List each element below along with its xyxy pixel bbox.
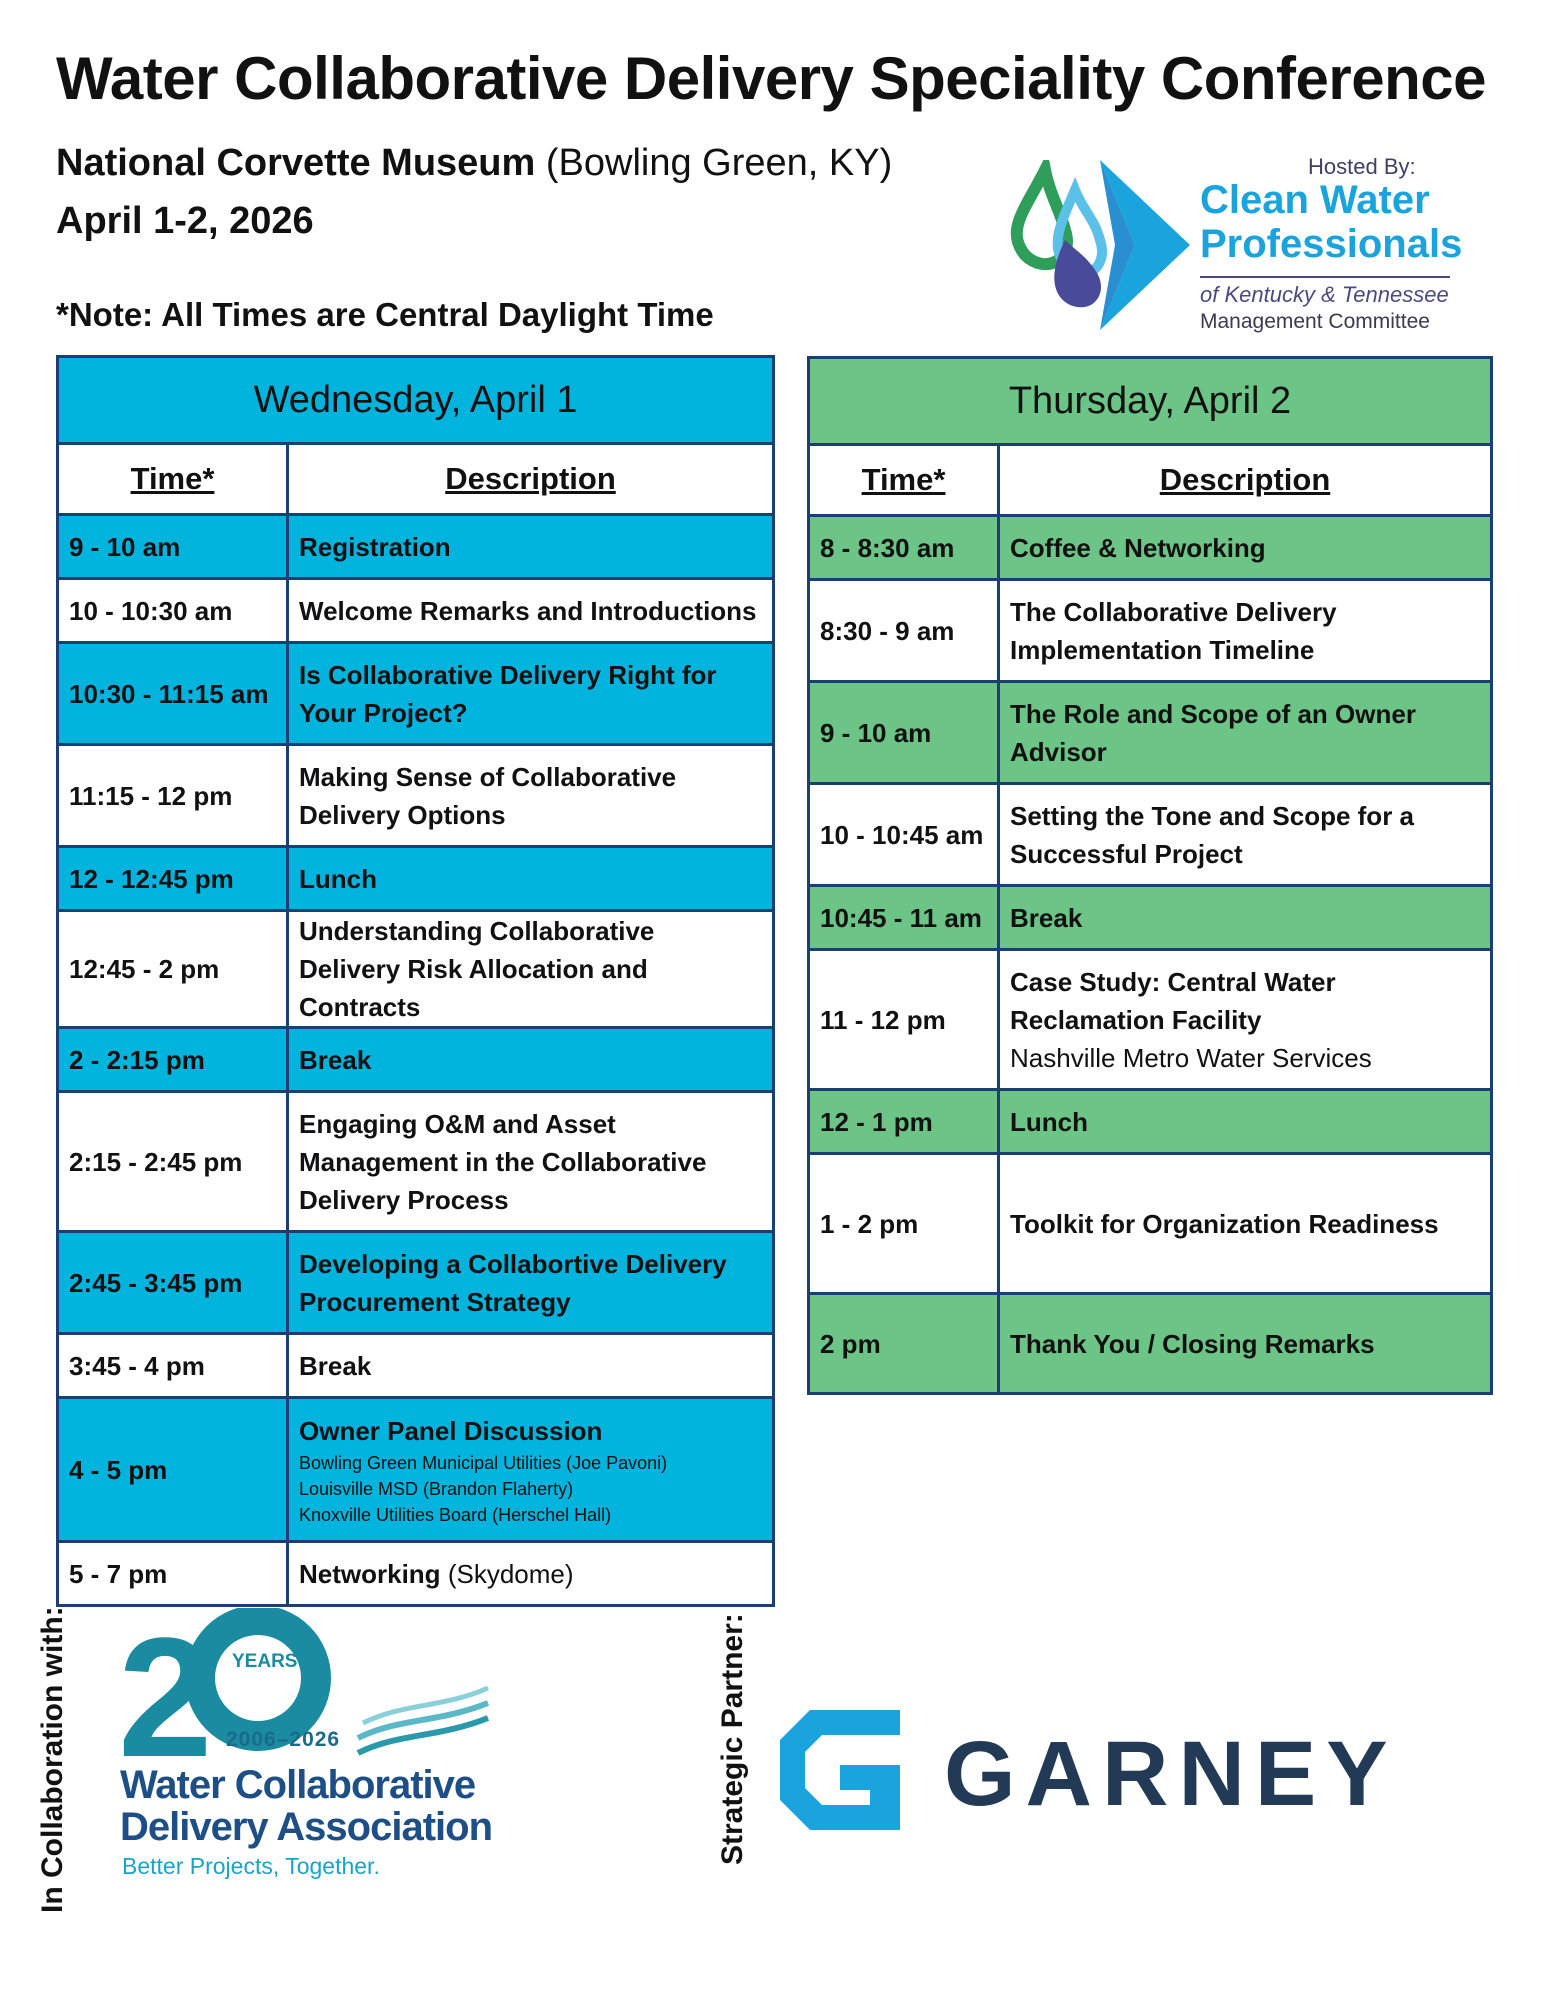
session-time: 8:30 - 9 am [809,580,999,682]
session-time: 4 - 5 pm [58,1398,288,1542]
wcda-year-range: 2006–2026 [226,1728,341,1751]
thursday-time-header: Time* [809,445,999,516]
session-time: 10:30 - 11:15 am [58,643,288,745]
event-dates: April 1-2, 2026 [56,200,314,242]
table-row [809,1154,1492,1294]
table-row [58,1398,774,1542]
host-name-line1: Clean Water [1200,178,1430,222]
host-name-line2: Professionals [1200,222,1463,266]
session-description: Registration [288,515,774,579]
session-description: Welcome Remarks and Introductions [288,579,774,643]
session-time: 11 - 12 pm [809,950,999,1090]
table-row [58,911,774,1028]
session-description: Break [288,1334,774,1398]
session-description: Setting the Tone and Scope for a Successful Project [999,784,1492,886]
panelist: Louisville MSD (Brandon Flaherty) [299,1478,574,1499]
session-time: 2 - 2:15 pm [58,1028,288,1092]
table-row [58,1092,774,1232]
session-time: 11:15 - 12 pm [58,745,288,847]
session-time: 9 - 10 am [58,515,288,579]
panelist: Bowling Green Municipal Utilities (Joe Pavoni) [299,1452,668,1473]
session-time: 5 - 7 pm [58,1542,288,1606]
table-row [58,1028,774,1092]
session-time: 3:45 - 4 pm [58,1334,288,1398]
table-row [809,1090,1492,1154]
strategic-partner-label: Strategic Partner: [716,1613,749,1865]
wcda-years-label: YEARS [232,1651,298,1672]
host-name [1200,178,1462,266]
session-title: Networking [299,1558,441,1589]
session-time: 10 - 10:30 am [58,579,288,643]
session-description: Toolkit for Organization Readiness [999,1154,1492,1294]
session-description: Break [999,886,1492,950]
session-description: The Role and Scope of an Owner Advisor [999,682,1492,784]
table-row [58,579,774,643]
wcda-name [120,1764,492,1848]
hosted-by-label: Hosted By: [1308,154,1416,179]
wcda-name-line2: Delivery Association [120,1805,493,1849]
table-row [809,682,1492,784]
wednesday-time-header: Time* [58,444,288,515]
session-time: 12 - 1 pm [809,1090,999,1154]
table-row [58,847,774,911]
session-time: 1 - 2 pm [809,1154,999,1294]
session-description: Thank You / Closing Remarks [999,1294,1492,1394]
table-row [58,745,774,847]
session-description: Is Collaborative Delivery Right for Your Project? [288,643,774,745]
session-description: Developing a Collabortive Delivery Procurement Strategy [288,1232,774,1334]
collaboration-label: In Collaboration with: [36,1606,69,1913]
session-description: Making Sense of Collaborative Delivery Options [288,745,774,847]
session-description: Lunch [288,847,774,911]
water-drops-logo-icon [1005,160,1195,330]
host-subtitle: of Kentucky & Tennessee [1200,282,1449,307]
host-divider [1200,276,1450,278]
wednesday-day-header: Wednesday, April 1 [58,357,774,444]
table-row [809,784,1492,886]
session-time: 12:45 - 2 pm [58,911,288,1028]
table-row [58,1334,774,1398]
timezone-note: *Note: All Times are Central Daylight Time [56,296,714,333]
session-time: 2:45 - 3:45 pm [58,1232,288,1334]
session-title: Case Study: Central Water Reclamation Facility [1010,966,1336,1035]
table-row [809,950,1492,1090]
venue-location: (Bowling Green, KY) [545,142,893,184]
session-description: The Collaborative Delivery Implementation Timeline [999,580,1492,682]
page-title: Water Collaborative Delivery Speciality Conference [56,45,1486,112]
thursday-day-header: Thursday, April 2 [809,358,1492,445]
session-title: Owner Panel Discussion [299,1415,603,1446]
table-row [809,580,1492,682]
session-time: 2:15 - 2:45 pm [58,1092,288,1232]
session-description [999,950,1492,1090]
session-description: Coffee & Networking [999,516,1492,580]
table-row [809,516,1492,580]
wednesday-description-header: Description [288,444,774,515]
session-description [288,1398,774,1542]
session-description: Break [288,1028,774,1092]
garney-wordmark: GARNEY [944,1723,1398,1825]
wcda-tagline: Better Projects, Together. [122,1853,380,1879]
session-time: 10 - 10:45 am [809,784,999,886]
session-presenter: Nashville Metro Water Services [1010,1042,1372,1073]
host-committee: Management Committee [1200,310,1430,333]
wcda-name-line1: Water Collaborative [120,1763,476,1807]
table-row [58,1542,774,1606]
session-location: (Skydome) [447,1558,574,1589]
table-row [58,643,774,745]
garney-g-logo-icon [770,1700,910,1840]
session-description: Lunch [999,1090,1492,1154]
session-time: 10:45 - 11 am [809,886,999,950]
session-time: 9 - 10 am [809,682,999,784]
session-description: Engaging O&M and Asset Management in the Collaborative Delivery Process [288,1092,774,1232]
wednesday-schedule-table [56,355,775,1607]
venue [56,142,892,185]
session-time: 12 - 12:45 pm [58,847,288,911]
thursday-schedule-table [807,356,1493,1395]
table-row [809,1294,1492,1394]
session-description: Understanding Collaborative Delivery Risk Allocation and Contracts [288,911,774,1028]
session-time: 8 - 8:30 am [809,516,999,580]
session-time: 2 pm [809,1294,999,1394]
venue-name: National Corvette Museum [56,142,536,184]
table-row [58,515,774,579]
panelist: Knoxville Utilities Board (Herschel Hall) [299,1504,612,1525]
session-description [288,1542,774,1606]
table-row [58,1232,774,1334]
thursday-description-header: Description [999,445,1492,516]
svg-text:2: 2 [118,1608,213,1768]
table-row [809,886,1492,950]
